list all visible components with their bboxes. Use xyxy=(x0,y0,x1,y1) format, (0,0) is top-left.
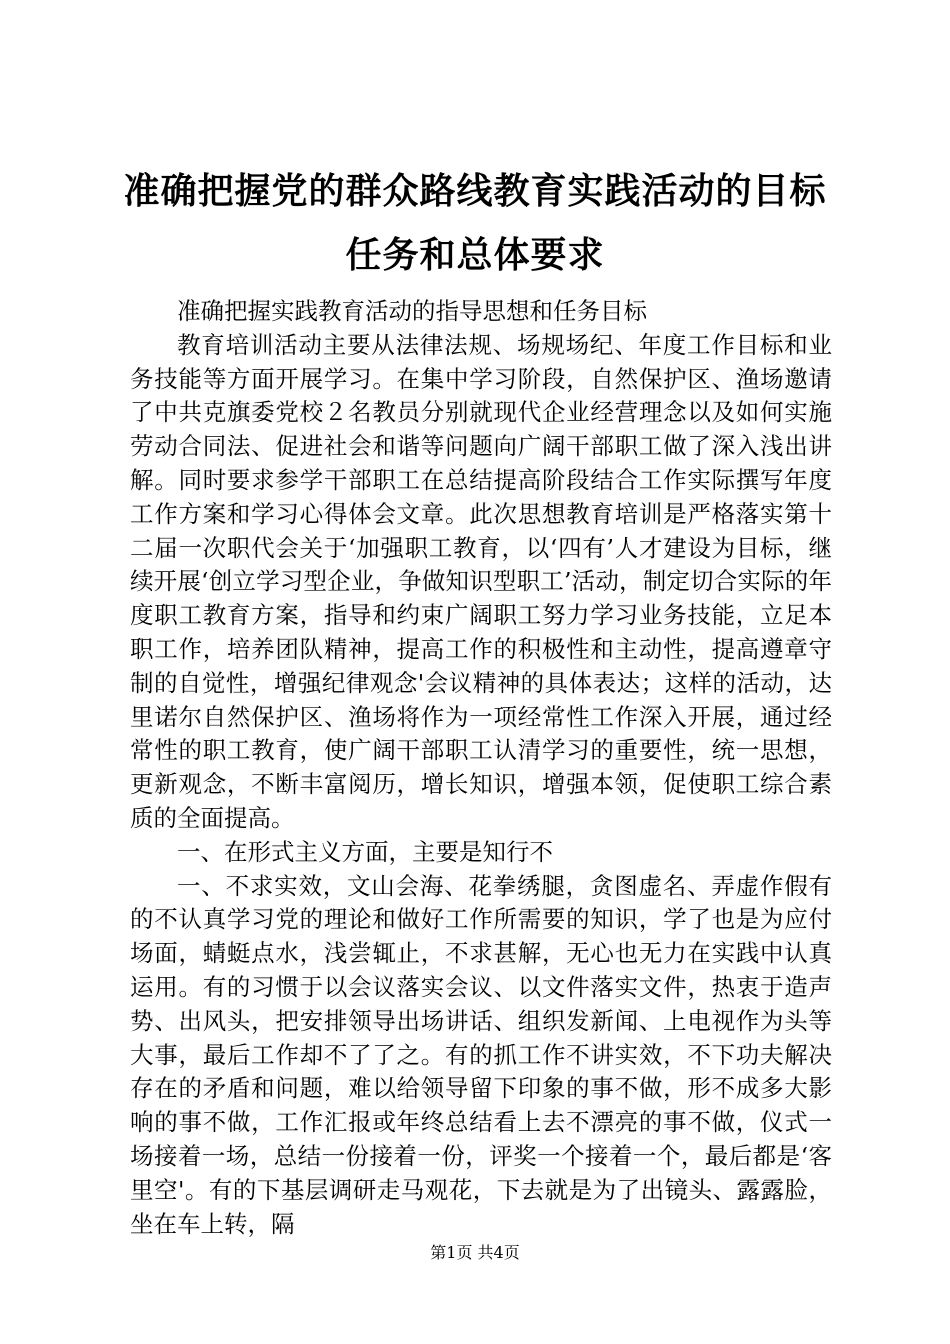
paragraph-formalism: 一、不求实效，文山会海、花拳绣腿，贪图虚名、弄虚作假有的不认真学习党的理论和做好工作所需要的知识，学了也是为应付场面，蜻蜓点水，浅尝辄止，不求甚解，无心也无力在实践中认真运用。有的习惯于以会议落实会议、以文件落实文件，热衷于造声势、出风头，把安排领导出场讲话、组织发新闻、上电视作为头等大事，最后工作却不了了之。有的抓工作不讲实效，不下功夫解决存在的矛盾和问题，难以给领导留下印象的事不做，形不成多大影响的事不做，工作汇报或年终总结看上去不漂亮的事不做，仪式一场接着一场，总结一份接着一份，评奖一个接着一个，最后都是‘客里空'。有的下基层调研走马观花，下去就是为了出镜头、露露脸，坐在车上转，隔 xyxy=(130,871,832,1238)
paragraph-subheading: 准确把握实践教育活动的指导思想和任务目标 xyxy=(177,297,647,325)
page-footer: 第1页 共4页 xyxy=(430,1243,520,1262)
paragraph-section-heading: 一、在形式主义方面，主要是知行不 xyxy=(177,837,553,866)
document-body xyxy=(130,295,832,1241)
document-title: 准确把握党的群众路线教育实践活动的目标任务和总体要求 xyxy=(123,171,827,276)
paragraph-training: 教育培训活动主要从法律法规、场规场纪、年度工作目标和业务技能等方面开展学习。在集中学习阶段，自然保护区、渔场邀请了中共克旗委党校２名教员分别就现代企业经营理念以及如何实施劳动合同法、促进社会和谐等问题向广阔干部职工做了深入浅出讲解。同时要求参学干部职工在总结提高阶段结合工作实际撰写年度工作方案和学习心得体会文章。此次思想教育培训是严格落实第十二届一次职代会关于‘加强职工教育，以‘四有’人才建设为目标，继续开展‘创立学习型企业，争做知识型职工’活动，制定切合实际的年度职工教育方案，指导和约束广阔职工努力学习业务技能，立足本职工作，培养团队精神，提高工作的积极性和主动性，提高遵章守制的自觉性，增强纪律观念'会议精神的具体表达；这样的活动，达里诺尔自然保护区、渔场将作为一项经常性工作深入开展，通过经常性的职工教育，使广阔干部职工认清学习的重要性，统一思想，更新观念，不断丰富阅历，增长知识，增强本领，促使职工综合素质的全面提高。 xyxy=(130,330,832,832)
